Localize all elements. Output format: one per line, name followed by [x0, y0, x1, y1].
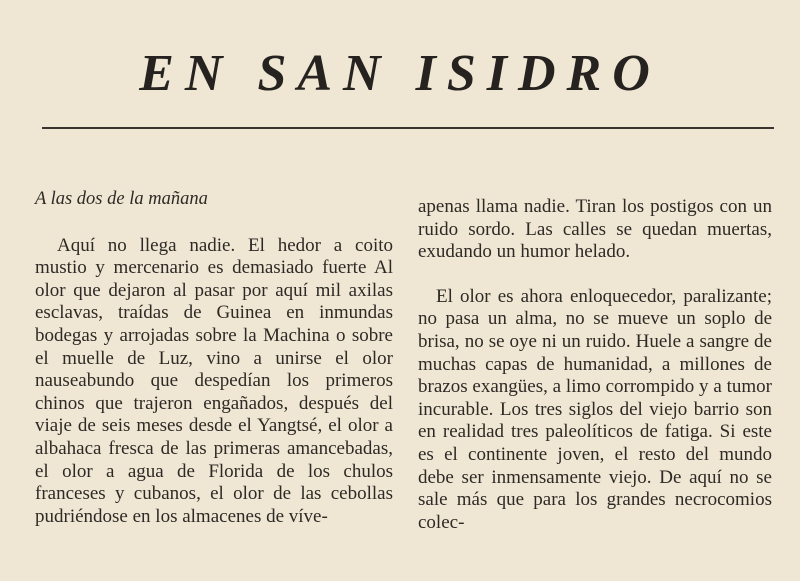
right-paragraph-1: apenas llama nadie. Tiran los postigos con un ruido sordo. Las calles se quedan muertas, exudando un humor helado. — [418, 196, 772, 263]
title-rule — [42, 127, 774, 129]
article-title: EN SAN ISIDRO — [139, 45, 661, 102]
left-column — [35, 188, 393, 528]
left-paragraph: Aquí no llega nadie. El hedor a coito mustio y mercenario es demasiado fuerte Al olor que dejaron al pasar por aquí mil axilas esclavas, traídas de Guinea en inmundas bodegas y arrojadas sobre la Machina o sobre el muelle de Luz, vino a unirse el olor nauseabundo que despedían los primeros chinos que trajeron engañados, después del viaje de seis meses desde el Yangtsé, el olor a albahaca fresca de las primeras amancebadas, el olor a agua de Florida de los chulos franceses y cubanos, el olor de las cebollas pudriéndose en los almacenes de víve- — [35, 234, 393, 527]
right-column — [418, 196, 772, 534]
right-paragraph-2: El olor es ahora enloquecedor, paralizante; no pasa un alma, no se mueve un soplo de brisa, no se oye ni un ruido. Huele a sangre de muchas capas de humanidad, a millones de brazos exangües, a limo corrompido y a tumor incurable. Los tres siglos del viejo barrio son en realidad tres paleolíticos de fatiga. Si este es el continente joven, el resto del mundo debe ser inmensamente viejo. De aquí no se sale más que para los grandes necrocomios colec- — [418, 285, 772, 533]
section-subhead: A las dos de la mañana — [35, 189, 208, 209]
